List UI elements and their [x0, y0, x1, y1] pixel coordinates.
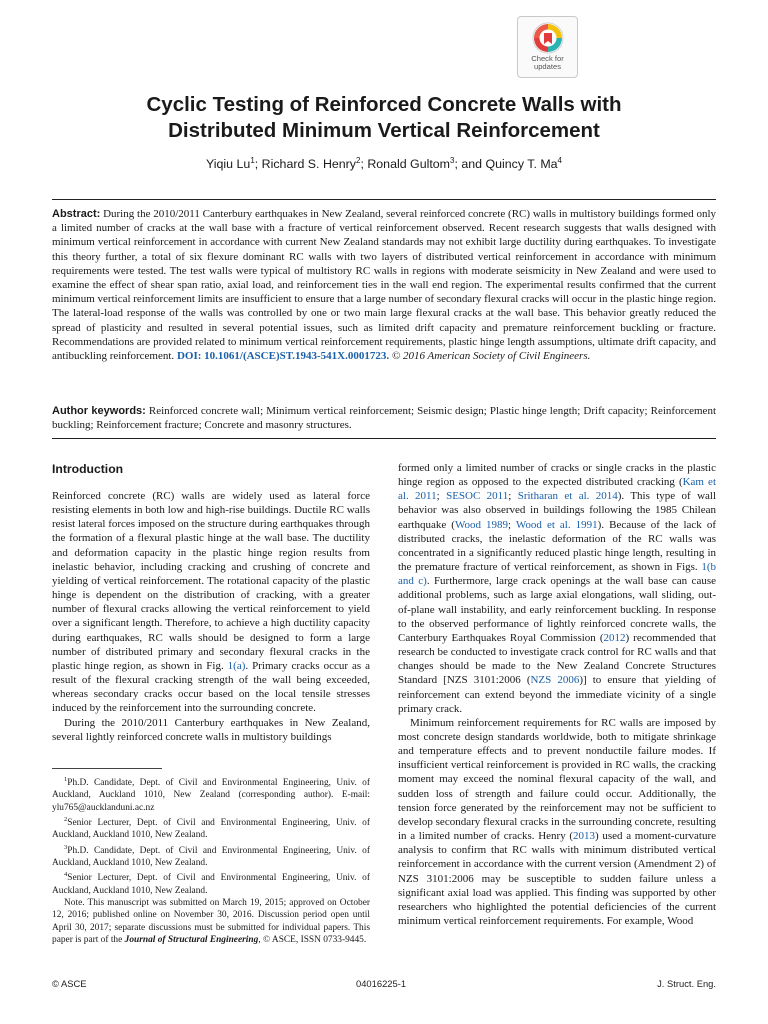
section-heading-introduction: Introduction	[52, 462, 124, 476]
keywords-body: Reinforced concrete wall; Minimum vertical reinforcement; Seismic design; Plastic hinge length; Drift capacity; Reinforcement buckling; Reinforcement fracture; Concrete and masonry structures.	[52, 405, 716, 432]
footer-journal: J. Struct. Eng.	[657, 978, 716, 989]
keywords-bottom-rule	[52, 438, 716, 439]
text-run: ;	[508, 518, 516, 531]
text-run: ) recommended that research be conducted to investigate crack control for RC walls and that changes should be made to the New Zealand Concrete Structures Standard [NZS 3101:2006 (	[398, 631, 716, 687]
text-run: ) used a moment-curvature analysis to confirm that RC walls with minimum distributed vertical reinforcement in accordance with the current version (Amendment 2) of NZS 3101:2006 may be susceptible to sudden failure unless a significant axial load was applied. This finding was supported by other researchers who highlighted the potential deficiencies of the current minimum vertical reinforcement requirements. For example, Wood	[398, 830, 717, 927]
text-run: ). Because of the lack of distributed cracks, the inelastic deformation of the RC walls was concentrated in a significantly reduced plastic hinge length, resulting in the premature fracture of vertical reinforcement, as shown in Figs.	[398, 518, 716, 574]
footer-left: © ASCE	[52, 978, 87, 989]
title-line-2: Distributed Minimum Vertical Reinforcement	[168, 119, 600, 142]
intro-paragraph-2: During the 2010/2011 Canterbury earthquakes in New Zealand, several lightly reinforced concrete walls in multistory buildings	[52, 716, 370, 743]
paper-title	[0, 92, 768, 144]
left-column	[52, 489, 370, 744]
footnote-mark: 4	[64, 871, 68, 879]
right-column	[398, 461, 716, 928]
journal-name: Journal of Structural Engineering	[124, 935, 259, 946]
footnote	[52, 842, 370, 870]
check-updates-icon	[531, 21, 565, 55]
author-sep: ;	[360, 157, 368, 172]
author-sep: ;	[254, 157, 262, 172]
intro-paragraph-4	[398, 716, 716, 928]
text-run: ;	[436, 490, 447, 503]
text-run: )] to ensure that yielding of reinforcement can extend beyond the immediate vicinity of a single primary crack.	[398, 674, 716, 715]
text-run: . Furthermore, large crack openings at the wall base can cause additional problems, such as large axial elongations, wall sliding, out-of-plane wall instability, and early reinforcement buckling. In response to the observed performance of lightly reinforced concrete walls, the Canterbury Earthquakes Royal Commission (	[398, 575, 716, 644]
footnote-text: Senior Lecturer, Dept. of Civil and Environmental Engineering, Univ. of Auckland, Auckland 1010, New Zealand.	[52, 873, 370, 896]
footnote	[52, 814, 370, 842]
author-list	[0, 156, 768, 171]
badge-line2: updates	[533, 62, 562, 71]
title-line-1: Cyclic Testing of Reinforced Concrete Walls with	[146, 93, 622, 116]
intro-paragraph-3	[398, 461, 716, 716]
check-for-updates-badge[interactable]	[517, 16, 578, 78]
footnote-text: Ph.D. Candidate, Dept. of Civil and Environmental Engineering, Univ. of Auckland, Auckland 1010, New Zealand (corresponding author). E-mail: ylu765@aucklanduni.ac.nz	[52, 778, 370, 813]
citation-link[interactable]: 2012	[603, 631, 626, 644]
abstract-top-rule	[52, 199, 716, 200]
text-run: ). This type of wall behavior was also observed in buildings following the 1985 Chilean earthquake (	[398, 490, 717, 531]
citation-link[interactable]: NZS 2006	[530, 674, 580, 687]
text-run: . Primary cracks occur as a result of the flexural cracking strength of the wall being exceeded, whereas secondary cracks occur based on the local tensile stresses induced by the reinforcement into the surrounding concrete.	[52, 659, 370, 715]
author-affil: 3	[450, 156, 455, 165]
submission-note	[52, 897, 370, 946]
doi-link[interactable]: 10.1061/(ASCE)ST.1943-541X.0001723.	[201, 350, 390, 363]
citation-link[interactable]: Wood 1989	[454, 518, 508, 531]
author-name: Richard S. Henry	[261, 157, 356, 172]
abstract-body: During the 2010/2011 Canterbury earthquakes in New Zealand, several reinforced concrete (RC) walls in multistory buildings formed only a limited number of cracks at the wall base with a fracture of vertical reinforcement observed. Recent research suggests that walls designed with minimum vertical reinforcement in accordance with current New Zealand standards may not exhibit large ductility during earthquakes. To investigate this theory further, a total of six flexure dominant RC walls with two layers of distributed vertical reinforcement in accordance with minimum requirements were tested. The test walls were typical of multistory RC walls in regions with moderate seismicity in New Zealand and were used to examine the effect of shear span ratio, axial load, and reinforcement ties in the wall end region. The experimental results confirmed that the current minimum vertical reinforcement limits are insufficient to ensure that a large number of secondary flexural cracks will occur in the plastic hinge region. The lateral-load response of the walls was controlled by one or two main large flexural cracks at the wall base. This behavior greatly reduced the spread of plasticity and resulted in several potential issues, such as limited drift capacity and premature reinforcement buckling or fracture. Recommendations are provided related to minimum vertical reinforcement requirements, plastic hinge length assumptions, ultimate drift capacity, and antibuckling reinforcement.	[52, 208, 716, 363]
footnote-mark: 1	[64, 776, 68, 783]
keywords-label: Author keywords:	[52, 405, 146, 417]
footnote-text: Ph.D. Candidate, Dept. of Civil and Environmental Engineering, Univ. of Auckland, Auckland 1010, New Zealand.	[52, 845, 370, 869]
footnote	[52, 869, 370, 897]
footnote-text: Senior Lecturer, Dept. of Civil and Environmental Engineering, Univ. of Auckland, Auckland 1010, New Zealand.	[52, 818, 370, 841]
note-text: Note. This manuscript was submitted on March 19, 2015; approved on October 12, 2016; published online on November 30, 2016. Discussion period open until April 30, 2017; separate discussions must be submitted for individual papers. This paper is part of the	[52, 898, 370, 946]
badge-line1: Check for	[531, 54, 564, 63]
footnote-mark: 2	[64, 816, 68, 824]
footnote-mark: 3	[64, 843, 68, 851]
text-run: ;	[508, 490, 518, 503]
figure-ref-link[interactable]: 1(a)	[227, 659, 246, 672]
citation-link[interactable]: 2013	[573, 830, 596, 843]
figure-ref-link[interactable]: 1(b and c)	[398, 561, 716, 588]
abstract-label: Abstract:	[52, 208, 101, 220]
text-run: Minimum reinforcement requirements for RC walls are imposed by most concrete design standards worldwide, both to mitigate shrinkage and temperature effects and to prevent nonductile failure modes. If insufficient vertical reinforcement is provided in RC walls, the cracking moment may exceed the nominal flexural capacity of the wall, and sudden loss of strength and failure could occur. Additionally, the tension force generated by the reinforcement may not be sufficient to develop secondary flexural cracks in the surrounding concrete, resulting in a limited number of cracks. Henry (	[398, 716, 716, 843]
abstract	[52, 207, 716, 363]
author-affil: 4	[557, 156, 562, 165]
footnote	[52, 774, 370, 814]
author-keywords	[52, 404, 716, 432]
citation-link[interactable]: Sritharan et al. 2014	[517, 490, 618, 503]
author-affil: 1	[250, 156, 255, 165]
note-tail: , © ASCE, ISSN 0733-9445.	[258, 935, 367, 946]
footer-page-id: 04016225-1	[356, 978, 407, 989]
citation-link[interactable]: Kam et al. 2011	[398, 476, 716, 503]
author-name: Ronald Gultom	[367, 157, 450, 172]
author-name: Quincy T. Ma	[485, 157, 558, 172]
author-sep: ; and	[454, 157, 486, 172]
text-run: Reinforced concrete (RC) walls are widely used as lateral force resisting elements in both low and high-rise buildings. Ductile RC walls resist lateral forces imposed on the structure during earthquakes through the formation of a flexural plastic hinge at the wall base. The ductility and deformation capacity in the plastic hinge region results from inelastic behavior, including cracking and crushing of concrete and yielding of vertical reinforcement. The rotational capacity of the plastic hinge is dependent on the distribution of cracking, with a greater number of flexural cracks allowing the vertical reinforcement to yield over a significant length. Therefore, to achieve a high ductility capacity during earthquakes, RC walls should be designed to form a large number of distributed primary and secondary flexural cracks in the plastic hinge region, as shown in Fig.	[52, 490, 370, 672]
footnotes	[52, 774, 370, 946]
citation-link[interactable]: SESOC 2011	[446, 490, 509, 503]
author-name: Yiqiu Lu	[205, 157, 251, 172]
text-run: formed only a limited number of cracks or single cracks in the plastic hinge region as opposed to the expected distributed cracking (	[398, 462, 716, 489]
abstract-copyright: © 2016 American Society of Civil Engineers.	[389, 350, 591, 363]
intro-paragraph-1	[52, 489, 370, 716]
footnote-rule	[52, 768, 162, 769]
author-affil: 2	[356, 156, 361, 165]
citation-link[interactable]: Wood et al. 1991	[515, 518, 598, 531]
doi-label: DOI:	[176, 350, 202, 363]
